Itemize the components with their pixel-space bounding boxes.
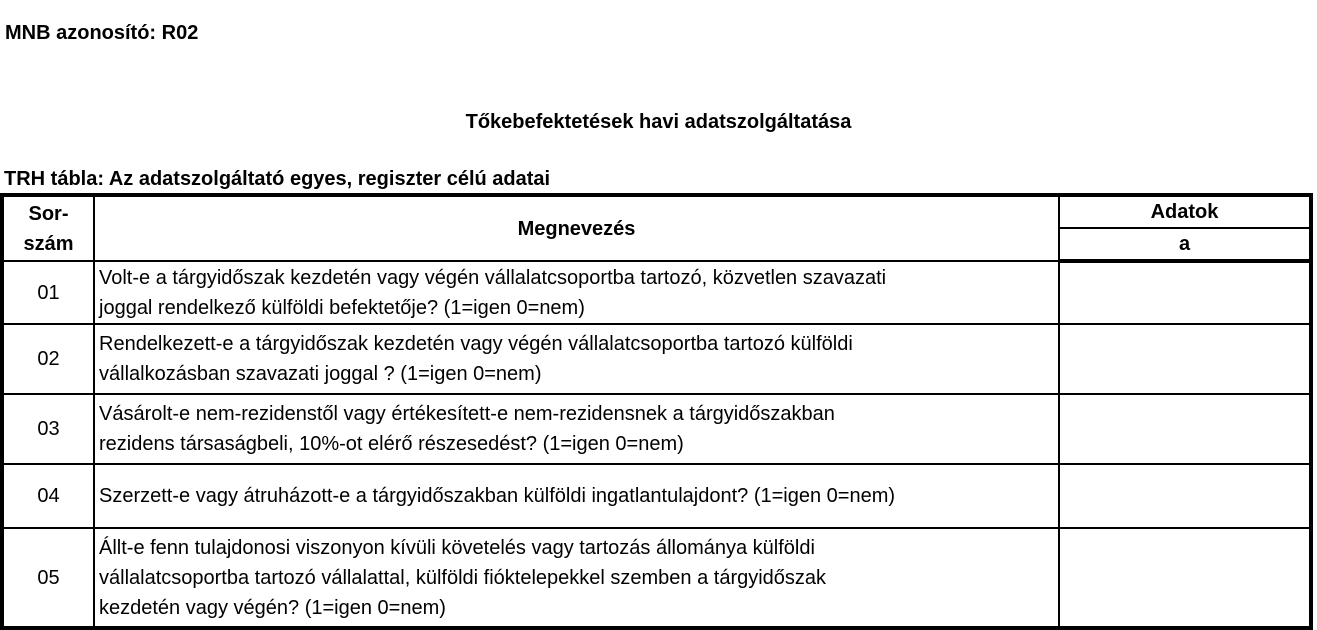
row-description bbox=[94, 324, 1059, 394]
table-title: TRH tábla: Az adatszolgáltató egyes, regiszter célú adatai bbox=[4, 168, 551, 190]
row-description-line: Szerzett-e vagy átruházott-e a tárgyidőszakban külföldi ingatlantulajdont? (1=igen 0=nem) bbox=[99, 485, 896, 507]
row-description-line: joggal rendelkező külföldi befektetője? (1=igen 0=nem) bbox=[99, 296, 585, 319]
row-value-cell[interactable] bbox=[1059, 394, 1311, 464]
row-number: 03 bbox=[2, 394, 94, 464]
row-value-cell[interactable] bbox=[1059, 464, 1311, 528]
row-description bbox=[94, 394, 1059, 464]
row-value-cell[interactable] bbox=[1059, 261, 1311, 324]
table-row bbox=[2, 464, 1311, 528]
row-number: 01 bbox=[2, 261, 94, 324]
table-row bbox=[2, 324, 1311, 394]
row-number: 05 bbox=[2, 528, 94, 628]
header-adatok: Adatok bbox=[1059, 195, 1311, 228]
row-number: 02 bbox=[2, 324, 94, 394]
header-row-top bbox=[2, 195, 1311, 228]
table-row bbox=[2, 394, 1311, 464]
row-description-line: Állt-e fenn tulajdonosi viszonyon kívüli követelés vagy tartozás állománya külföldi bbox=[99, 536, 815, 559]
header-megnevezes: Megnevezés bbox=[94, 195, 1059, 261]
row-value-cell[interactable] bbox=[1059, 528, 1311, 628]
row-description bbox=[94, 528, 1059, 628]
header-sorszam bbox=[2, 195, 94, 261]
row-value-cell[interactable] bbox=[1059, 324, 1311, 394]
row-description bbox=[94, 261, 1059, 324]
trh-table bbox=[0, 193, 1313, 630]
row-description-line: kezdetén vagy végén? (1=igen 0=nem) bbox=[99, 596, 446, 619]
row-description-line: rezidens társaságbeli, 10%-ot elérő részesedést? (1=igen 0=nem) bbox=[99, 433, 684, 455]
row-description-line: Vásárolt-e nem-rezidenstől vagy értékesített-e nem-rezidensnek a tárgyidőszakban bbox=[99, 403, 835, 425]
report-title: Tőkebefektetések havi adatszolgáltatása bbox=[465, 111, 852, 133]
row-description bbox=[94, 464, 1059, 528]
header-sorszam-label: Sor- szám bbox=[23, 202, 74, 255]
row-description-line: Rendelkezett-e a tárgyidőszak kezdetén vagy végén vállalatcsoportba tartozó külföldi bbox=[99, 333, 853, 355]
row-description-line: vállalatcsoportba tartozó vállalattal, külföldi fióktelepekkel szemben a tárgyidőszak bbox=[99, 566, 827, 589]
table-row bbox=[2, 528, 1311, 628]
row-description-line: vállalkozásban szavazati joggal ? (1=igen 0=nem) bbox=[99, 363, 542, 385]
header-adatok-sub: a bbox=[1059, 228, 1311, 261]
mnb-identifier: MNB azonosító: R02 bbox=[5, 22, 199, 44]
row-description-line: Volt-e a tárgyidőszak kezdetén vagy végén vállalatcsoportba tartozó, közvetlen szavazati bbox=[99, 266, 887, 289]
row-number: 04 bbox=[2, 464, 94, 528]
table-row bbox=[2, 261, 1311, 324]
